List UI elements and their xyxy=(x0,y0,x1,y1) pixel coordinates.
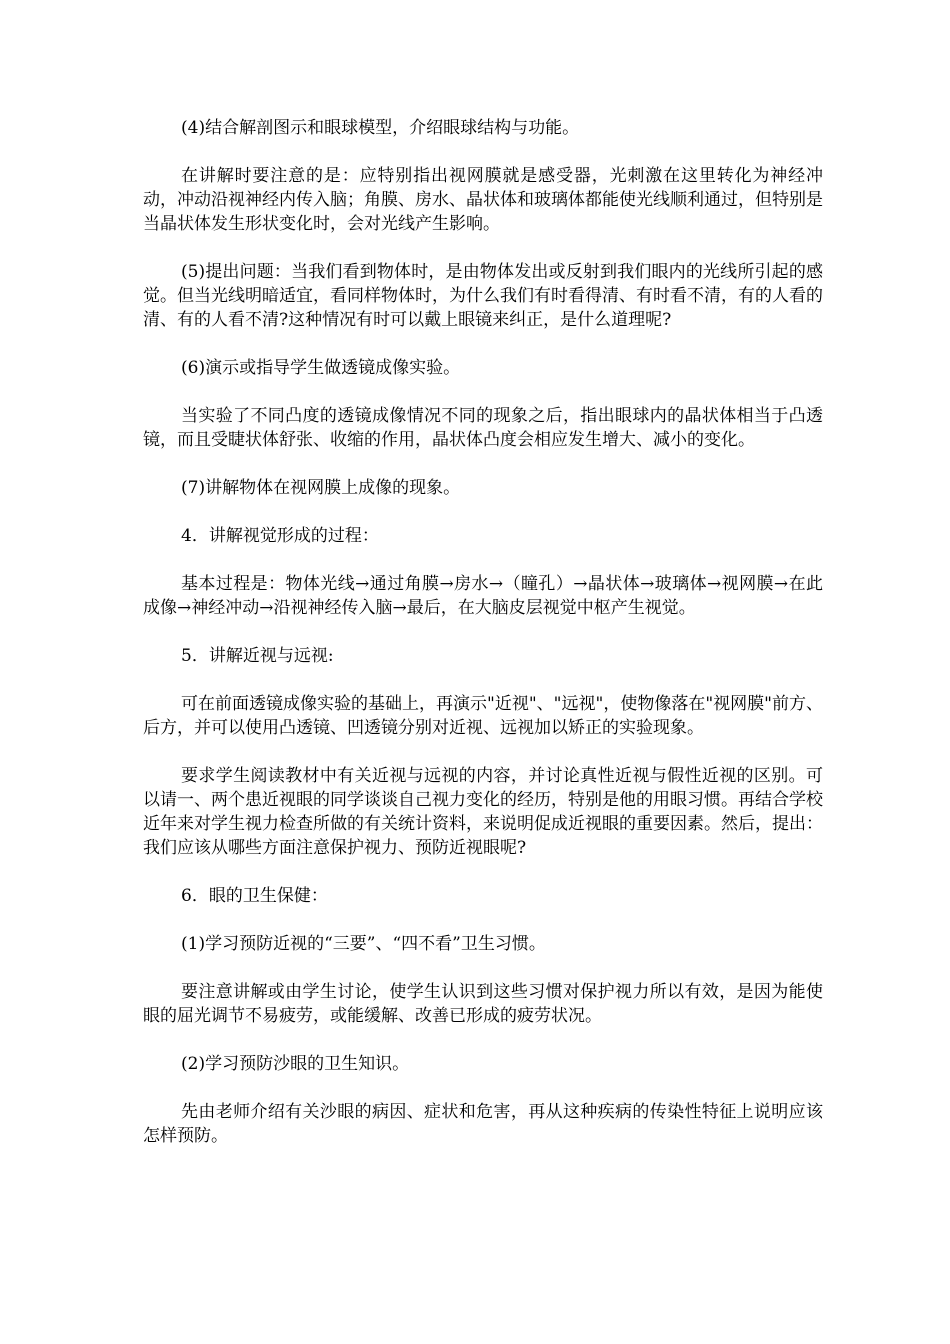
paragraph-vision-process: 基本过程是：物体光线→通过角膜→房水→（瞳孔）→晶状体→玻璃体→视网膜→在此成像→神经冲动→沿视神经传入脑→最后，在大脑皮层视觉中枢产生视觉。 xyxy=(143,574,823,618)
paragraph-habits-explanation: 要注意讲解或由学生讨论，使学生认识到这些习惯对保护视力所以有效，是因为能使眼的屈光调节不易疲劳，或能缓解、改善已形成的疲劳状况。 xyxy=(143,982,823,1026)
paragraph-myopia-discussion: 要求学生阅读教材中有关近视与远视的内容，并讨论真性近视与假性近视的区别。可以请一、两个患近视眼的同学谈谈自己视力变化的经历，特别是他的用眼习惯。再结合学校近年来对学生视力检查所做的有关统计资料，来说明促成近视眼的重要因素。然后，提出：我们应该从哪些方面注意保护视力、预防近视眼呢? xyxy=(143,766,823,858)
paragraph-hygiene-habits: (1)学习预防近视的“三要”、“四不看”卫生习惯。 xyxy=(181,934,546,954)
paragraph-myopia-demo: 可在前面透镜成像实验的基础上，再演示"近视"、"远视"，使物像落在"视网膜"前方、后方，并可以使用凸透镜、凹透镜分别对近视、远视加以矫正的实验现象。 xyxy=(143,694,823,738)
paragraph-lens-experiment: 当实验了不同凸度的透镜成像情况不同的现象之后，指出眼球内的晶状体相当于凸透镜，而且受睫状体舒张、收缩的作用，晶状体凸度会相应发生增大、减小的变化。 xyxy=(143,406,823,450)
paragraph-section-7-heading: (7)讲解物体在视网膜上成像的现象。 xyxy=(181,478,461,498)
paragraph-trachoma-prevention: 先由老师介绍有关沙眼的病因、症状和危害，再从这种疾病的传染性特征上说明应该怎样预防。 xyxy=(143,1102,823,1146)
document-body xyxy=(143,116,823,1172)
paragraph-section-4-heading: (4)结合解剖图示和眼球模型，介绍眼球结构与功能。 xyxy=(181,118,580,138)
heading-myopia-hyperopia: 5．讲解近视与远视: xyxy=(181,646,334,666)
paragraph-retina-explanation: 在讲解时要注意的是：应特别指出视网膜就是感受器，光刺激在这里转化为神经冲动，冲动沿视神经内传入脑；角膜、房水、晶状体和玻璃体都能使光线顺利通过，但特别是当晶状体发生形状变化时，会对光线产生影响。 xyxy=(143,166,823,234)
paragraph-trachoma-heading: (2)学习预防沙眼的卫生知识。 xyxy=(181,1054,410,1074)
heading-eye-hygiene: 6．眼的卫生保健： xyxy=(181,886,328,906)
heading-vision-formation: 4．讲解视觉形成的过程： xyxy=(181,526,379,546)
paragraph-section-5-question: (5)提出问题：当我们看到物体时，是由物体发出或反射到我们眼内的光线所引起的感觉。但当光线明暗适宜，看同样物体时，为什么我们有时看得清、有时看不清，有的人看的清、有的人看不清?这种情况有时可以戴上眼镜来纠正，是什么道理呢? xyxy=(143,262,823,330)
paragraph-section-6-heading: (6)演示或指导学生做透镜成像实验。 xyxy=(181,358,461,378)
